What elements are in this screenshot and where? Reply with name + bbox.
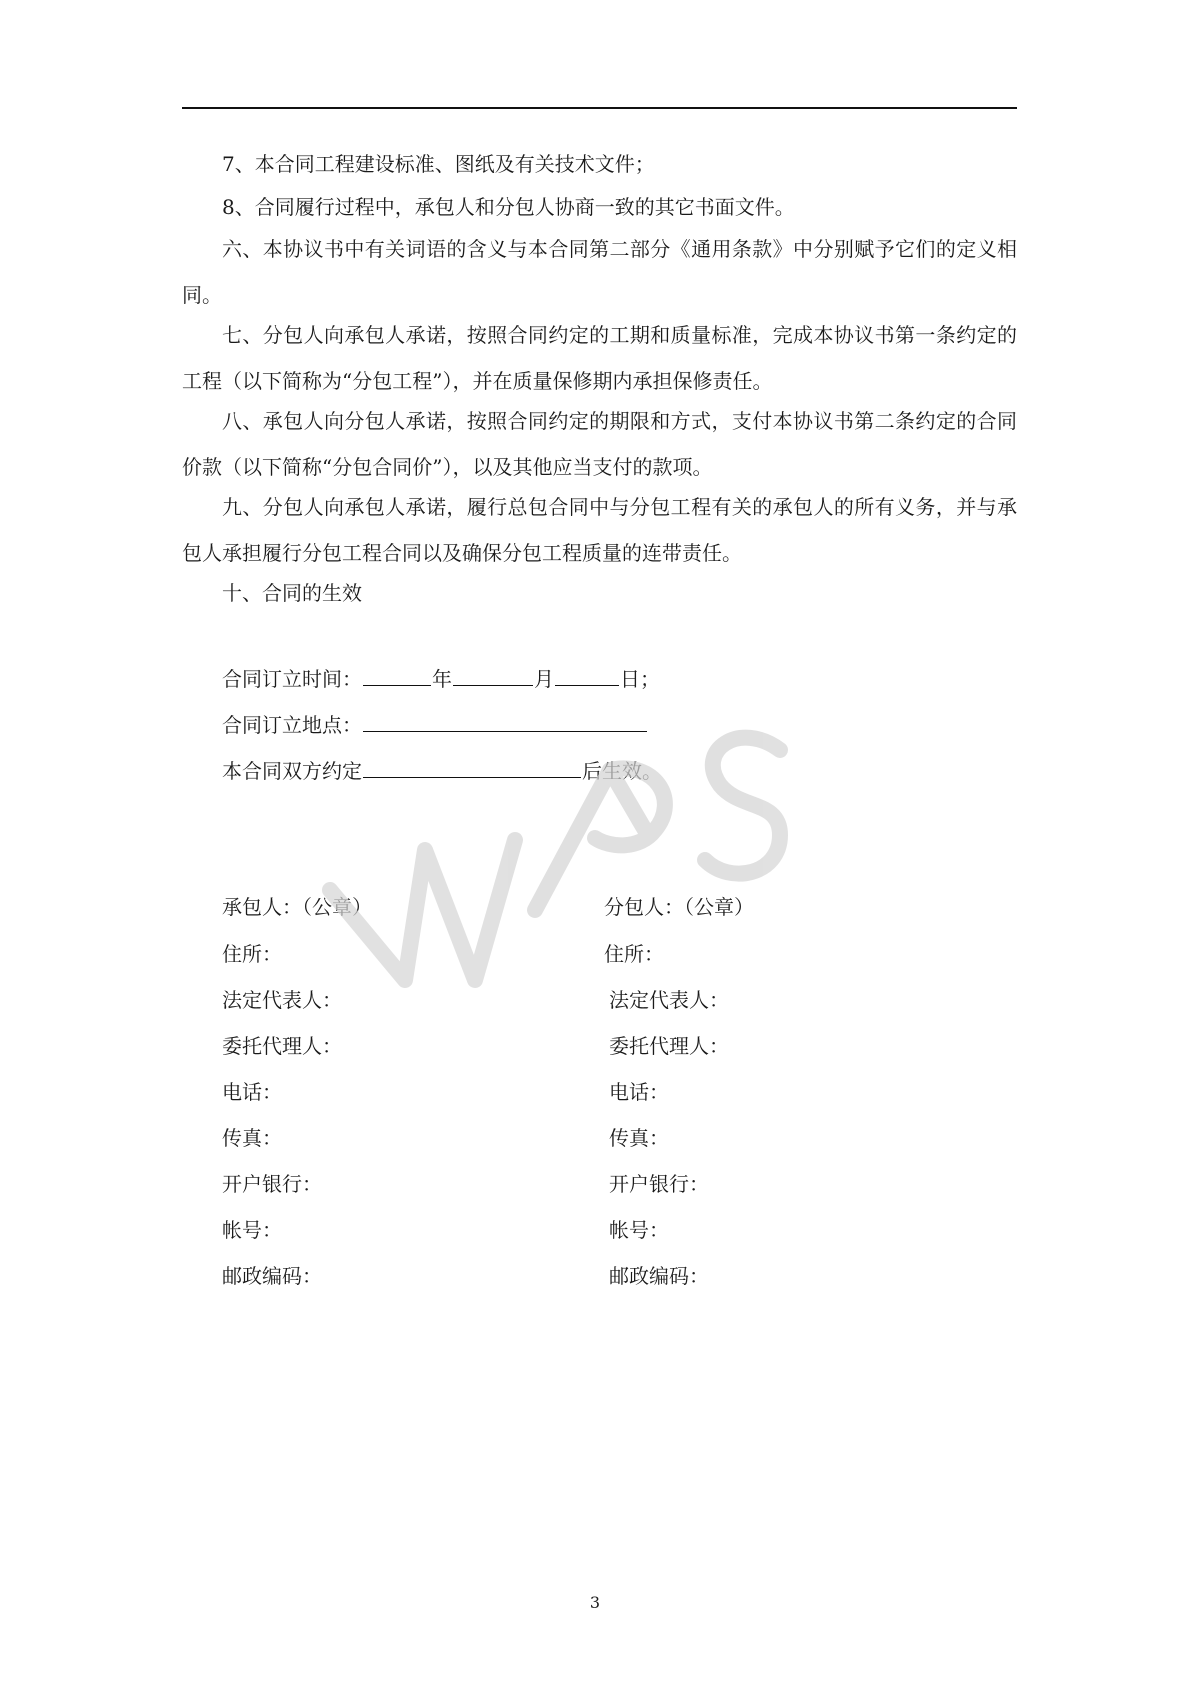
contractor-legal-rep: 法定代表人： <box>222 988 342 1012</box>
subcontractor-account: 帐号： <box>609 1218 669 1242</box>
clause-item-7: 7、本合同工程建设标准、图纸及有关技术文件； <box>222 152 655 176</box>
clause-6: 六、本协议书中有关词语的含义与本合同第二部分《通用条款》中分别赋予它们的定义相同。 <box>182 237 1017 307</box>
signing-place-label: 合同订立地点： <box>222 713 362 737</box>
watermark-letter-s <box>705 738 780 874</box>
subcontractor-agent: 委托代理人： <box>609 1034 729 1058</box>
contractor-postcode: 邮政编码： <box>222 1264 322 1288</box>
watermark-letter-w <box>330 840 515 980</box>
contractor-agent: 委托代理人： <box>222 1034 342 1058</box>
contractor-phone: 电话： <box>222 1080 282 1104</box>
subcontractor-bank: 开户银行： <box>609 1172 709 1196</box>
clause-8: 八、承包人向分包人承诺，按照合同约定的期限和方式，支付本协议书第二条约定的合同价款（以下简称“分包合同价”），以及其他应当支付的款项。 <box>182 409 1017 479</box>
month-label: 月 <box>534 667 554 691</box>
clause-9: 九、分包人向承包人承诺，履行总包合同中与分包工程有关的承包人的所有义务，并与承包人承担履行分包工程合同以及确保分包工程质量的连带责任。 <box>182 495 1017 565</box>
page-number: 3 <box>589 1593 601 1612</box>
contractor-account: 帐号： <box>222 1218 282 1242</box>
subcontractor-postcode: 邮政编码： <box>609 1264 709 1288</box>
subcontractor-title: 分包人：（公章） <box>604 895 754 919</box>
subcontractor-fax: 传真： <box>609 1126 669 1150</box>
effective-condition-prefix: 本合同双方约定 <box>222 759 362 783</box>
clause-item-8: 8、合同履行过程中，承包人和分包人协商一致的其它书面文件。 <box>222 195 795 219</box>
contractor-address: 住所： <box>222 942 282 966</box>
header-rule <box>182 107 1017 109</box>
year-label: 年 <box>432 667 452 691</box>
wps-watermark-logo <box>310 680 830 1000</box>
clause-7: 七、分包人向承包人承诺，按照合同约定的工期和质量标准，完成本协议书第一条约定的工程（以下简称为“分包工程”），并在质量保修期内承担保修责任。 <box>182 323 1017 393</box>
contractor-bank: 开户银行： <box>222 1172 322 1196</box>
clause-10: 十、合同的生效 <box>222 581 362 605</box>
subcontractor-phone: 电话： <box>609 1080 669 1104</box>
effective-condition-suffix: 后生效。 <box>582 759 662 783</box>
contractor-fax: 传真： <box>222 1126 282 1150</box>
subcontractor-legal-rep: 法定代表人： <box>609 988 729 1012</box>
subcontractor-address: 住所： <box>604 942 664 966</box>
day-label: 日； <box>620 667 660 691</box>
signing-date-label: 合同订立时间： <box>222 667 362 691</box>
contractor-title: 承包人：（公章） <box>222 895 372 919</box>
